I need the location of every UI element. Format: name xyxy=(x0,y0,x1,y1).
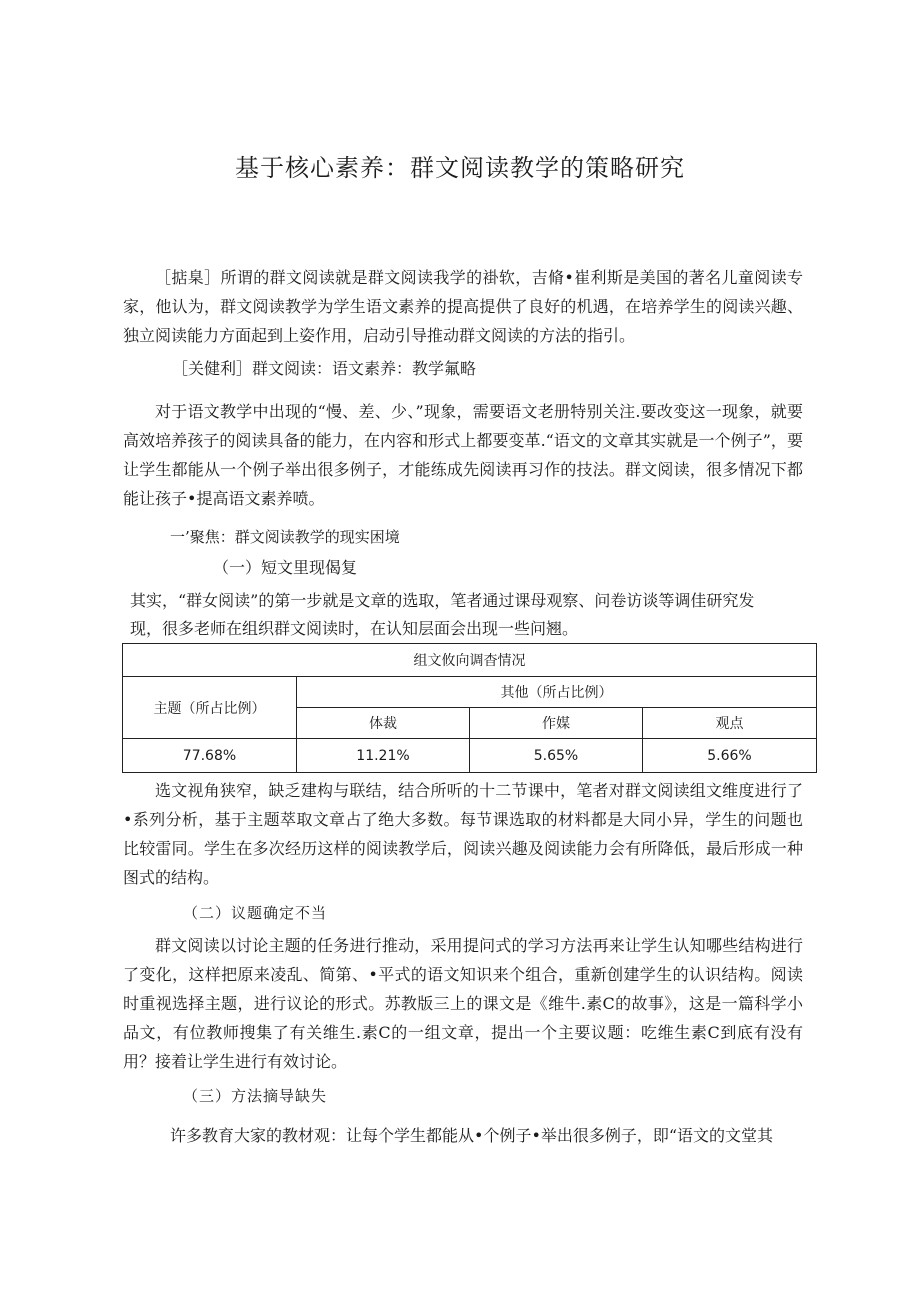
paragraph-1-line-2: 现，很多老师在组织群文阅读时，在认知层面会出现一些问翘。 xyxy=(130,619,579,638)
subheading-3: （三）方法摘导缺失 xyxy=(183,1087,328,1105)
theme-header: 主题（所占比例） xyxy=(123,677,297,739)
col-header-viewpoint: 观点 xyxy=(643,708,817,739)
abstract-paragraph: ［掂臬］所谓的群文阅读就是群文阅读我学的褂软，吉脩•崔利斯是美国的著名儿童阅读专家，他认为，群文阅读教学为学生语文素养的提高提供了良好的机遇，在培养学生的阅读兴趣、独立阅读能力方面起到上姿作用，启动引导推动群文阅读的方法的指引。 xyxy=(123,268,803,345)
cell-medium-value: 5.65% xyxy=(470,739,643,773)
col-header-genre: 体裁 xyxy=(297,708,470,739)
cell-genre-value: 11.21% xyxy=(297,739,470,773)
intro-paragraph: 对于语文教学中出现的“慢、差、少、”现象，需要语文老册特别关注.要改变这一现象，就要高效培养孩子的阅读具备的能力，在内容和形式上都要变革.“语文的文章其实就是一个例子”，要让学生都能从一个例子举出很多例子，才能练成先阅读再习作的技法。群文阅读，很多情况下都能让孩子•提高语文素养喷。 xyxy=(123,402,803,508)
keywords-line: ［关健利］群文阅读：语文素养：教学氟略 xyxy=(172,359,477,378)
col-header-medium: 作媒 xyxy=(470,708,643,739)
paragraph-2: 选文视角狭窄，缺乏建构与联结，结合所听的十二节课中，笔者对群文阅读组文维度进行了•系列分析，基于主题萃取文章占了绝大多数。每节课选取的材料都是大同小异，学生的问题也比较雷同。学生在多次经历这样的阅读教学后，阅读兴趣及阅读能力会有所降低，最后形成一种图式的结构。 xyxy=(123,781,803,887)
cell-theme-value: 77.68% xyxy=(123,739,297,773)
paragraph-1-line-1: 其实，“群女阅读”的第一步就是文章的选取，笔者通过课母观察、问卷访谈等调佳研究发 xyxy=(130,591,755,610)
survey-table xyxy=(122,643,817,773)
paragraph-3: 群文阅读以讨论主题的任务进行推动，采用提问式的学习方法再来让学生认知哪些结构进行了变化，这样把原来凌乱、简第、•平式的语文知识来个组合，重新创建学生的认识结构。阅读时重视选择主题，进行议论的形式。苏教版三上的课文是《维牛.素C的故事》，这是一篇科学小品文，有位教师搜集了有关维生.素C的一组文章，提出一个主要议题：吃维生素C到底有没有用？接着让学生进行有效讨论。 xyxy=(123,936,803,1071)
subheading-1: （一）短文里现偈复 xyxy=(213,558,358,577)
table-caption: 组文攸向调杳情况 xyxy=(123,644,817,677)
cell-viewpoint-value: 5.66% xyxy=(643,739,817,773)
section-heading-1: 一’聚焦：群文阅读教学的现实困境 xyxy=(170,528,400,546)
subheading-2: （二）议题确定不当 xyxy=(183,904,328,922)
other-header: 其他（所占比例） xyxy=(297,677,817,708)
page-title: 基于核心素养：群文阅读教学的策略研究 xyxy=(235,154,685,182)
paragraph-4-line-1: 许多教育大家的教材观：让每个学生都能从•个例子•举出很多例子，即“语文的文堂其 xyxy=(170,1126,774,1145)
